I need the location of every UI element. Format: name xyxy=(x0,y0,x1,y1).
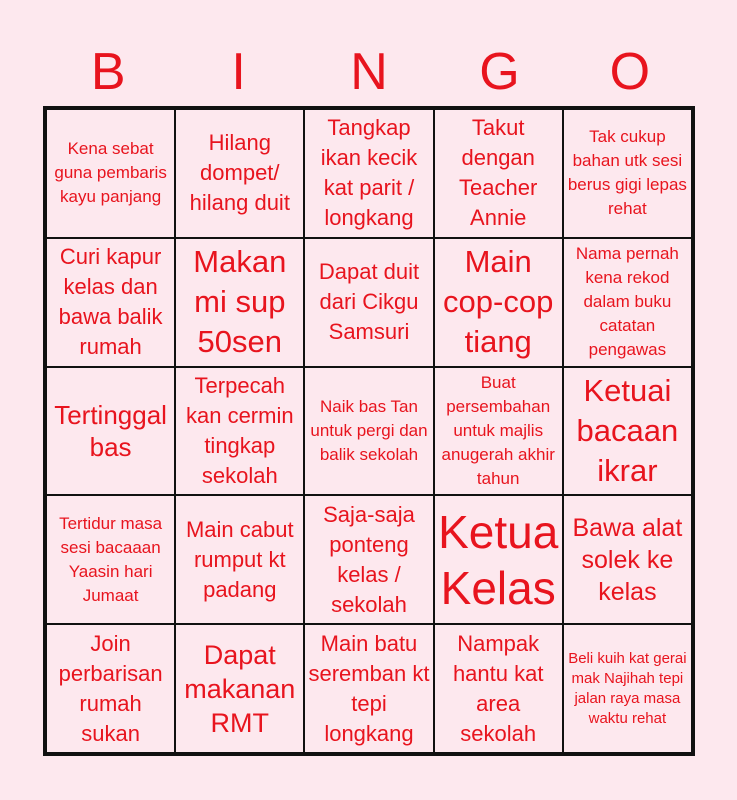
bingo-cell[interactable] xyxy=(434,109,563,238)
cell-label: Bawa alat solek ke kelas xyxy=(572,513,683,606)
cell-label: Dapat duit dari Cikgu Samsuri xyxy=(318,259,420,345)
bingo-cell[interactable] xyxy=(46,109,175,238)
cell-label: Terpecah kan cermin tingkap sekolah xyxy=(185,372,294,488)
cell-label: Beli kuih kat gerai mak Najihah tepi jalan raya masa waktu rehat xyxy=(568,649,687,727)
cell-label: Nama pernah kena rekod dalam buku catatan pengawas xyxy=(575,244,679,360)
bingo-cell[interactable] xyxy=(46,238,175,367)
bingo-cell[interactable] xyxy=(175,624,304,753)
cell-label: Main cop-cop tiang xyxy=(443,244,554,360)
bingo-cell[interactable] xyxy=(175,238,304,367)
cell-label: Tertinggal bas xyxy=(54,399,167,462)
cell-label: Takut dengan Teacher Annie xyxy=(459,115,538,231)
cell-label: Join perbarisan rumah sukan xyxy=(58,630,163,746)
cell-label: Main cabut rumput kt padang xyxy=(185,516,294,602)
header-letter-i: I xyxy=(231,43,246,101)
bingo-cell[interactable] xyxy=(175,495,304,624)
header-letter-b: B xyxy=(90,43,126,101)
bingo-cell[interactable] xyxy=(563,495,692,624)
bingo-cell[interactable] xyxy=(304,624,433,753)
cell-label: Tertidur masa sesi bacaaan Yaasin hari Jumaat xyxy=(59,513,163,605)
cell-label: Tangkap ikan kecik kat parit / longkang xyxy=(320,115,418,231)
bingo-cell[interactable] xyxy=(46,495,175,624)
cell-label: Ketuai bacaan ikrar xyxy=(576,372,679,488)
cell-label: Kena sebat guna pembaris kayu panjang xyxy=(54,139,167,207)
bingo-cell[interactable] xyxy=(563,367,692,496)
bingo-cell[interactable] xyxy=(304,109,433,238)
bingo-cell[interactable] xyxy=(304,495,433,624)
bingo-cell[interactable] xyxy=(434,495,563,624)
cell-label: Hilang dompet/ hilang duit xyxy=(189,130,290,216)
cell-label: Curi kapur kelas dan bawa balik rumah xyxy=(58,244,163,360)
bingo-cell[interactable] xyxy=(175,367,304,496)
bingo-cell[interactable] xyxy=(434,367,563,496)
bingo-cell[interactable] xyxy=(304,367,433,496)
bingo-cell[interactable] xyxy=(563,238,692,367)
bingo-cell[interactable] xyxy=(563,109,692,238)
cell-label: Saja-saja ponteng kelas / sekolah xyxy=(323,501,415,617)
cell-label: Buat persembahan untuk majlis anugerah akhir tahun xyxy=(441,372,555,488)
cell-label: Makan mi sup 50sen xyxy=(193,244,287,360)
bingo-cell[interactable] xyxy=(46,367,175,496)
bingo-cell[interactable] xyxy=(175,109,304,238)
cell-label: Dapat makanan RMT xyxy=(184,639,296,738)
cell-label: Tak cukup bahan utk sesi berus gigi lepas rehat xyxy=(567,127,687,219)
bingo-cell[interactable] xyxy=(434,624,563,753)
bingo-grid xyxy=(43,106,695,756)
header-letter-g: G xyxy=(479,43,520,101)
cell-label: Main batu seremban kt tepi longkang xyxy=(308,630,430,746)
bingo-cell[interactable] xyxy=(46,624,175,753)
bingo-cell[interactable] xyxy=(304,238,433,367)
cell-label: Naik bas Tan untuk pergi dan balik sekolah xyxy=(310,396,428,464)
cell-label: Ketua Kelas xyxy=(438,505,559,614)
bingo-cell[interactable] xyxy=(563,624,692,753)
header-letter-o: O xyxy=(609,43,651,101)
header-letter-n: N xyxy=(350,43,388,101)
bingo-header xyxy=(43,40,695,104)
bingo-cell[interactable] xyxy=(434,238,563,367)
cell-label: Nampak hantu kat area sekolah xyxy=(452,630,544,746)
